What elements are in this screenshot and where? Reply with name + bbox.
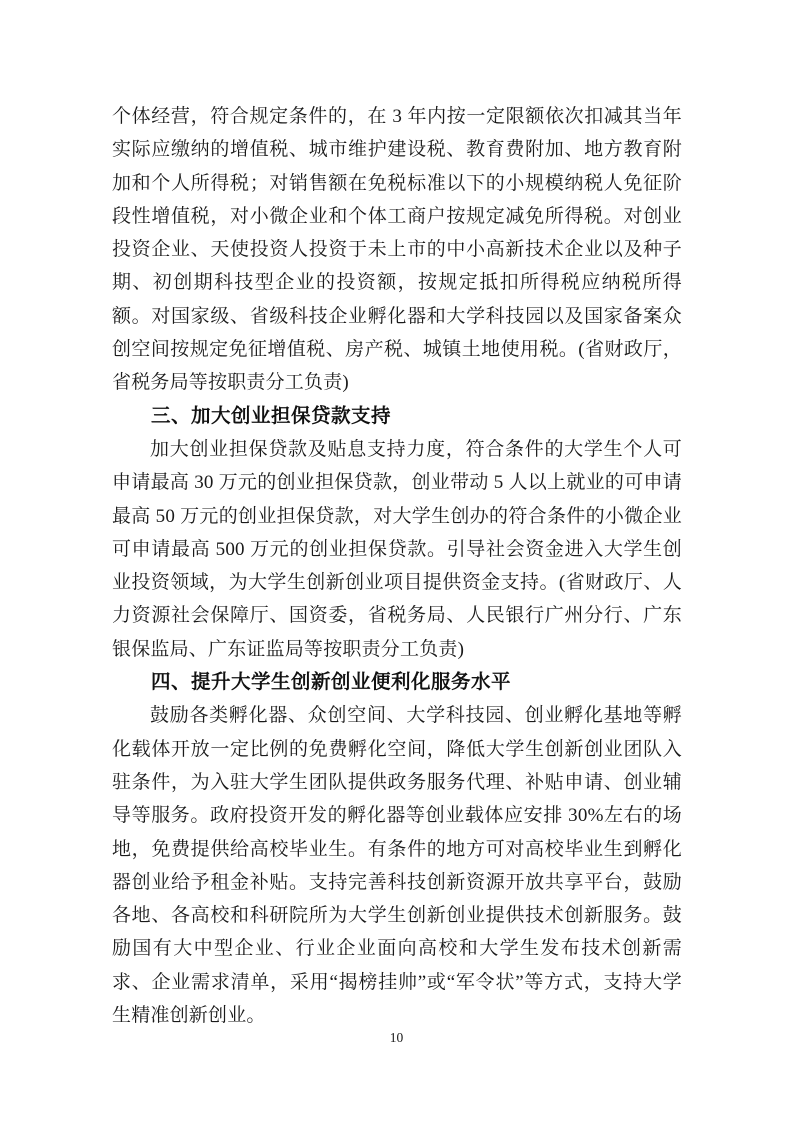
section-heading-4-service-convenience: 四、提升大学生创新创业便利化服务水平 [151, 671, 512, 694]
paragraph-guaranteed-loans: 加大创业担保贷款及贴息支持力度，符合条件的大学生个人可申请最高 30 万元的创业担保贷款，创业带动 5 人以上就业的可申请最高 50 万元的创业担保贷款，对大学生创办的符合条件的小微企业可申请最高 500 万元的创业担保贷款。引导社会资金进入大学生创业投资领域，为大学生创新创业项目提供资金支持。(省财政厅、人力资源社会保障厅、国资委，省税务局、人民银行广州分行、广东银保监局、广东证监局等按职责分工负责) [112, 438, 682, 660]
paragraph-tax-relief: 个体经营，符合规定条件的，在 3 年内按一定限额依次扣减其当年实际应缴纳的增值税、城市维护建设税、教育费附加、地方教育附加和个人所得税；对销售额在免税标准以下的小规模纳税人免征阶段性增值税，对小微企业和个体工商户按规定减免所得税。对创业投资企业、天使投资人投资于未上市的中小高新技术企业以及种子期、初创期科技型企业的投资额，按规定抵扣所得税应纳税所得额。对国家级、省级科技企业孵化器和大学科技园以及国家备案众创空间按规定免征增值税、房产税、城镇土地使用税。(省财政厅，省税务局等按职责分工负责) [112, 106, 682, 394]
document-body [112, 100, 682, 1032]
section-heading-3-loan-support: 三、加大创业担保贷款支持 [151, 404, 392, 427]
page-number: 10 [389, 1030, 404, 1045]
paragraph-incubation-services: 鼓励各类孵化器、众创空间、大学科技园、创业孵化基地等孵化载体开放一定比例的免费孵化空间，降低大学生创新创业团队入驻条件，为入驻大学生团队提供政务服务代理、补贴申请、创业辅导等服务。政府投资开发的孵化器等创业载体应安排 30%左右的场地，免费提供给高校毕业生。有条件的地方可对高校毕业生到孵化器创业给予租金补贴。支持完善科技创新资源开放共享平台，鼓励各地、各高校和科研院所为大学生创新创业提供技术创新服务。鼓励国有大中型企业、行业企业面向高校和大学生发布技术创新需求、企业需求清单，采用“揭榜挂帅”或“军令状”等方式，支持大学生精准创新创业。 [112, 705, 682, 1027]
